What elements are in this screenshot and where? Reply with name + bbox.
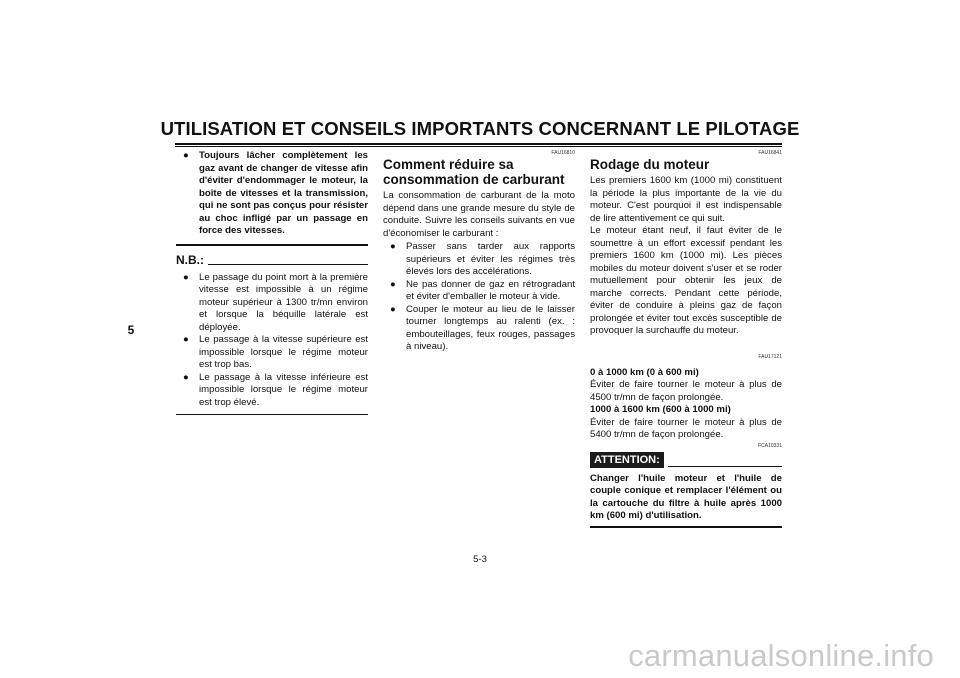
warning-end-rule [176,244,368,246]
fuel-intro: La consommation de carburant de la moto dépend dans une grande mesure du style de conduite. Suivre les conseils suivants en vue d'économiser le carburant : [383,190,575,239]
attention-line [668,466,782,467]
watermark: carmanualsonline.info [628,638,934,673]
nb-line [208,264,368,265]
page-title: UTILISATION ET CONSEILS IMPORTANTS CONCERNANT LE PILOTAGE [160,118,800,139]
section-heading-fuel: Comment réduire sa consommation de carburant [383,157,565,187]
attention-badge: ATTENTION: [590,452,664,468]
attention-end-rule [590,526,782,528]
reference-code: FAU16841 [758,150,782,156]
nb-header [176,254,368,267]
break-in-para-2: Le moteur étant neuf, il faut éviter de le soumettre à un effort excessif pendant les premiers 1600 km (1000 mi). Les pièces mobiles du moteur doivent s'user et se roder mutuellement pour obtenir les jeux de marche corrects. Pendant cette période, éviter de conduire à pleins gaz de façon prolongée et éviter tout excès susceptible de provoquer la surchauffe du moteur. [590,225,782,336]
reference-code: FAU17121 [758,353,782,360]
break-in-para-1: Les premiers 1600 km (1000 mi) constituent la période la plus importante de la vie du moteur. C'est pourquoi il est indispensable de lire attentivement ce qui suit. [590,175,782,224]
break-in-text-2: Éviter de faire tourner le moteur à plus de 5400 tr/mn de façon prolongée. [590,416,782,440]
fuel-tip: ● Couper le moteur au lieu de le laisser tourner longtemps au ralenti (ex. : embouteillages, feux rouges, passages à niveau). [383,304,575,354]
nb-item: ● Le passage du point mort à la première vitesse est impossible à un régime moteur supérieur à 1300 tr/mn environ et lorsque la béquille latérale est déployée. [176,272,368,335]
reference-code: FAU16810 [551,150,575,156]
nb-end-rule [176,414,368,415]
fuel-tip: ● Ne pas donner de gaz en rétrogradant et éviter d'emballer le moteur à vide. [383,279,575,304]
warning-item: ● Toujours lâcher complètement les gaz avant de changer de vitesse afin d'éviter d'endommager le moteur, la boîte de vitesses et la transmission, qui ne sont pas conçus pour résister au choc infligé par un passage en force des vitesses. [176,150,368,238]
break-in-subhead-2: 1000 à 1600 km (600 à 1000 mi) [590,404,731,415]
page-number: 5-3 [473,554,487,565]
nb-list [176,272,368,410]
fuel-tips-list [383,241,575,354]
attention-text: Changer l'huile moteur et l'huile de couple conique et remplacer l'élément ou la cartouche du filtre à huile après 1000 km (600 mi) d'utilisation. [590,472,782,521]
section-heading-break-in: Rodage du moteur [590,157,710,172]
nb-item: ● Le passage à la vitesse inférieure est impossible lorsque le régime moteur est trop élevé. [176,372,368,410]
attention-header [590,452,782,468]
column-middle [383,150,575,354]
nb-item: ● Le passage à la vitesse supérieure est impossible lorsque le régime moteur est trop bas. [176,334,368,372]
fuel-tip: ● Passer sans tarder aux rapports supérieurs et éviter les régimes très élevés lors des accélérations. [383,241,575,279]
warning-list [176,150,368,238]
column-right [590,150,782,528]
reference-code: FCA10331 [758,442,782,449]
nb-label: N.B.: [176,252,204,267]
title-rule [175,143,782,145]
column-left [176,150,368,415]
chapter-tab: 5 [127,323,135,337]
break-in-subhead-1: 0 à 1000 km (0 à 600 mi) [590,366,699,378]
title-rule-thin [175,146,782,147]
break-in-text-1: Éviter de faire tourner le moteur à plus de 4500 tr/mn de façon prolongée. [590,379,782,403]
